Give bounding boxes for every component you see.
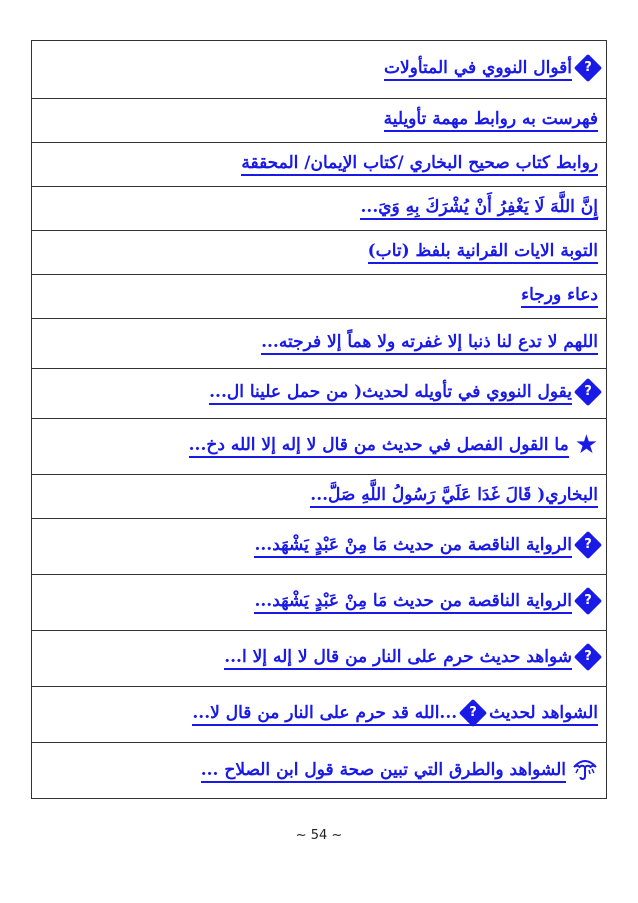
table-cell	[32, 187, 607, 231]
table-row	[32, 143, 607, 187]
question-diamond-icon: ?	[459, 699, 487, 727]
table-cell	[32, 475, 607, 519]
table-row	[32, 41, 607, 99]
star-icon: ★	[574, 430, 598, 461]
table-row	[32, 369, 607, 419]
toc-link[interactable]: البخاري( قَالَ غَدَا عَلَيَّ رَسُولُ اللَّهِ صَلَّ...	[310, 485, 598, 508]
table-row	[32, 419, 607, 475]
question-diamond-icon: ?	[574, 531, 602, 559]
table-row	[32, 519, 607, 575]
toc-link[interactable]: روابط كتاب صحيح البخاري /كتاب الإيمان/ المحققة	[241, 153, 598, 176]
table-row	[32, 99, 607, 143]
toc-link[interactable]: دعاء ورجاء	[521, 285, 598, 308]
table-row	[32, 743, 607, 799]
toc-link[interactable]: الرواية الناقصة من حديث مَا مِنْ عَبْدٍ يَشْهَد...	[254, 591, 572, 614]
table-cell	[32, 275, 607, 319]
table-cell	[32, 143, 607, 187]
table-cell	[32, 369, 607, 419]
toc-link[interactable]	[192, 703, 598, 727]
toc-link[interactable]: الشواهد والطرق التي تبين صحة قول ابن الصلاح ...	[201, 760, 566, 783]
toc-link[interactable]: اللهم لا تدع لنا ذنبا إلا غفرته ولا هماً إلا فرجته...	[261, 332, 598, 355]
toc-link[interactable]: شواهد حديث حرم على النار من قال لا إله إلا ا...	[224, 647, 572, 670]
table-row	[32, 631, 607, 687]
question-diamond-icon: ?	[574, 643, 602, 671]
table-cell	[32, 743, 607, 799]
table-cell	[32, 419, 607, 475]
table-cell	[32, 631, 607, 687]
table-cell	[32, 687, 607, 743]
table-cell	[32, 99, 607, 143]
toc-link-part-2: ...الله قد حرم على النار من قال لا...	[192, 702, 458, 723]
question-diamond-icon: ?	[574, 587, 602, 615]
table-cell	[32, 575, 607, 631]
table-cell	[32, 41, 607, 99]
toc-link[interactable]: فهرست به روابط مهمة تأويلية	[384, 109, 598, 132]
table-row	[32, 231, 607, 275]
toc-link-part-1: الشواهد لحديث	[489, 702, 598, 723]
toc-link[interactable]: التوبة الايات القرانية بلفظ (تاب)	[368, 241, 598, 264]
table-row	[32, 475, 607, 519]
table-row	[32, 187, 607, 231]
table-cell	[32, 519, 607, 575]
toc-link[interactable]: إِنَّ اللَّهَ لَا يَغْفِرُ أَنْ يُشْرَكَ بِهِ وَيَ...	[360, 197, 598, 220]
toc-link[interactable]: الرواية الناقصة من حديث مَا مِنْ عَبْدٍ يَشْهَد...	[254, 535, 572, 558]
table-cell	[32, 231, 607, 275]
question-diamond-icon: ?	[574, 54, 602, 82]
toc-link[interactable]: ما القول الفصل في حديث من قال لا إله إلا الله دخ...	[189, 435, 569, 458]
toc-table	[31, 40, 607, 799]
umbrella-icon	[572, 757, 598, 785]
toc-link[interactable]: يقول النووي في تأويله لحديث( من حمل علينا ال...	[209, 382, 572, 405]
page-number: ~ 54 ~	[295, 828, 343, 843]
table-row	[32, 687, 607, 743]
table-cell	[32, 319, 607, 369]
toc-link[interactable]: أقوال النووي في المتأولات	[384, 58, 572, 81]
table-row	[32, 275, 607, 319]
question-diamond-icon: ?	[574, 378, 602, 406]
table-row	[32, 575, 607, 631]
table-row	[32, 319, 607, 369]
